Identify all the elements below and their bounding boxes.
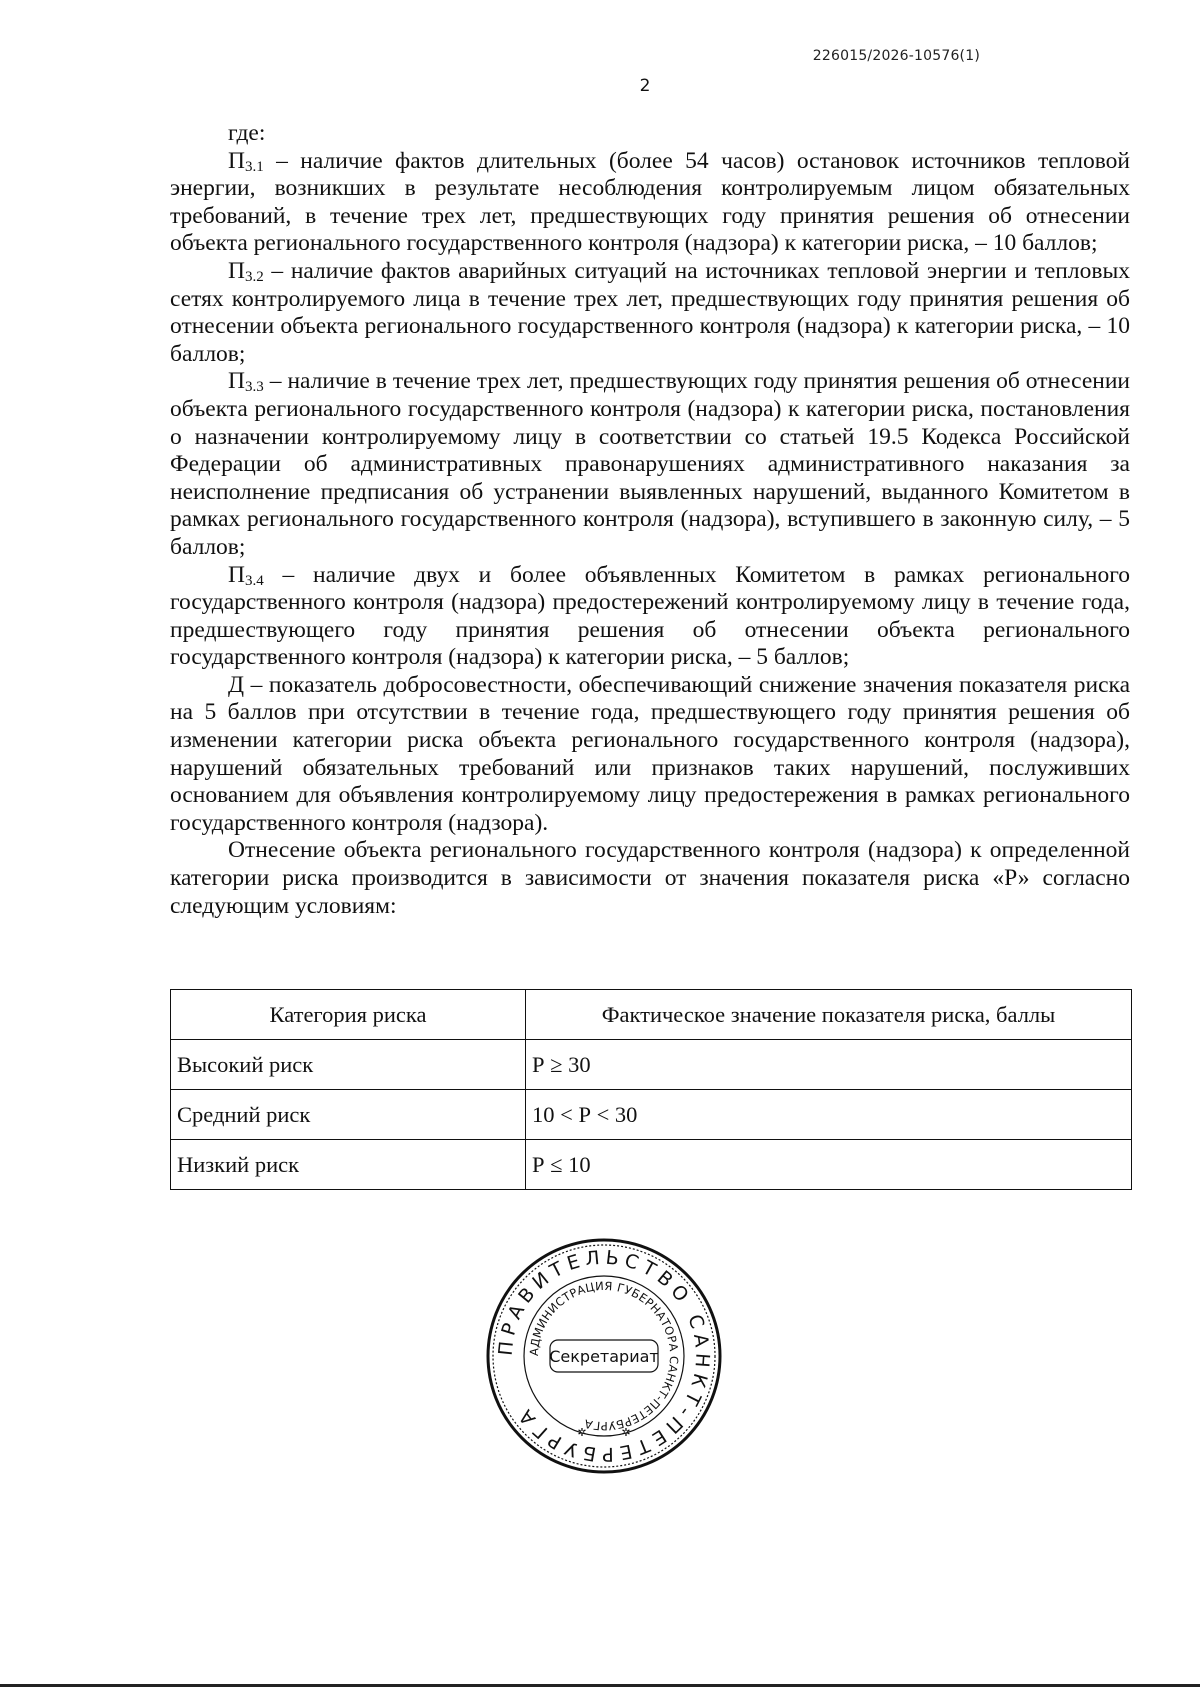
table-row	[171, 1140, 1132, 1190]
table-row	[171, 1090, 1132, 1140]
seal-inner-text: АДМИНИСТРАЦИЯ ГУБЕРНАТОРА САНКТ-ПЕТЕРБУРГА	[526, 1278, 682, 1434]
seal-outer-text: ПРАВИТЕЛЬСТВО САНКТ-ПЕТЕРБУРГА	[494, 1246, 714, 1466]
seal-center-text: Секретариат	[549, 1347, 659, 1366]
table-cell: Высокий риск	[171, 1040, 526, 1090]
indicator-paragraph-3-4	[170, 562, 1130, 672]
indicator-subscript: 3.4	[244, 572, 264, 589]
indicator-paragraph-3-2	[170, 258, 1130, 368]
integrity-paragraph: Д – показатель добросовестности, обеспечивающий снижение значения показателя риска на 5 баллов при отсутствии в течение года, предшествующего году принятия решения об изменении категории риска объекта регионального государственного контроля (надзора), нарушений обязательных требований или признаков таких нарушений, послуживших основанием для объявления контролируемому лицу предостережения в рамках регионального государственного контроля (надзора).	[170, 671, 1130, 836]
table-cell: Средний риск	[171, 1090, 526, 1140]
official-seal-stamp	[484, 1236, 724, 1476]
indicator-text: – наличие фактов длительных (более 54 часов) остановок источников тепловой энергии, возникших в результате несоблюдения контролируемым лицом обязательных требований, в течение трех лет, предшествующих году принятия решения об отнесении объекта регионального государственного контроля (надзора) к категории риска, – 10 баллов;	[170, 147, 1130, 257]
document-body	[170, 120, 1130, 920]
indicator-symbol: П	[228, 368, 245, 395]
table-header-cell: Категория риска	[171, 990, 526, 1040]
table-cell: Р ≤ 10	[526, 1140, 1132, 1190]
risk-category-table	[170, 989, 1132, 1190]
table-cell: 10 < Р < 30	[526, 1090, 1132, 1140]
table-header-cell: Фактическое значение показателя риска, баллы	[526, 990, 1132, 1040]
seal-graphic	[484, 1236, 724, 1476]
table-row	[171, 1040, 1132, 1090]
indicator-symbol: П	[228, 561, 245, 588]
document-id: 226015/2026-10576(1)	[812, 48, 980, 64]
indicator-text: – наличие в течение трех лет, предшествующих году принятия решения об отнесении объекта регионального государственного контроля (надзора) к категории риска, постановления о назначении контролируемому лицу в соответствии со статьей 19.5 Кодекса Российской Федерации об административных правонарушениях административного наказания за неисполнение предписания об устранении выявленных нарушений, выданного Комитетом в рамках регионального государственного контроля (надзора), вступившего в законную силу, – 5 баллов;	[170, 368, 1130, 560]
table-header-row	[171, 990, 1132, 1040]
indicator-subscript: 3.3	[244, 379, 264, 396]
indicator-paragraph-3-3	[170, 368, 1130, 561]
seal-star-icon: ✲	[621, 1427, 631, 1439]
indicator-text: – наличие двух и более объявленных Комитетом в рамках регионального государственного контроля (надзора) предостережений контролируемому лицу в течение года, предшествующего году принятия решения об отнесении объекта регионального государственного контроля (надзора) к категории риска, – 5 баллов;	[170, 561, 1130, 671]
where-label: где:	[228, 120, 266, 146]
indicator-symbol: П	[228, 257, 245, 284]
indicator-symbol: П	[228, 147, 245, 174]
indicator-subscript: 3.2	[244, 268, 264, 285]
page-number: 2	[639, 76, 651, 96]
seal-star-icon: ✲	[577, 1427, 587, 1439]
table-cell: Р ≥ 30	[526, 1040, 1132, 1090]
closing-paragraph: Отнесение объекта регионального государственного контроля (надзора) к определенной категории риска производится в зависимости от значения показателя риска «Р» согласно следующим условиям:	[170, 837, 1130, 919]
indicator-subscript: 3.1	[244, 158, 264, 175]
scan-edge-line	[0, 1684, 1200, 1687]
indicator-text: – наличие фактов аварийных ситуаций на источниках тепловой энергии и тепловых сетях контролируемого лица в течение трех лет, предшествующих году принятия решения об отнесении объекта регионального государственного контроля (надзора) к категории риска, – 10 баллов;	[170, 257, 1130, 367]
indicator-paragraph-3-1	[170, 148, 1130, 258]
table-cell: Низкий риск	[171, 1140, 526, 1190]
